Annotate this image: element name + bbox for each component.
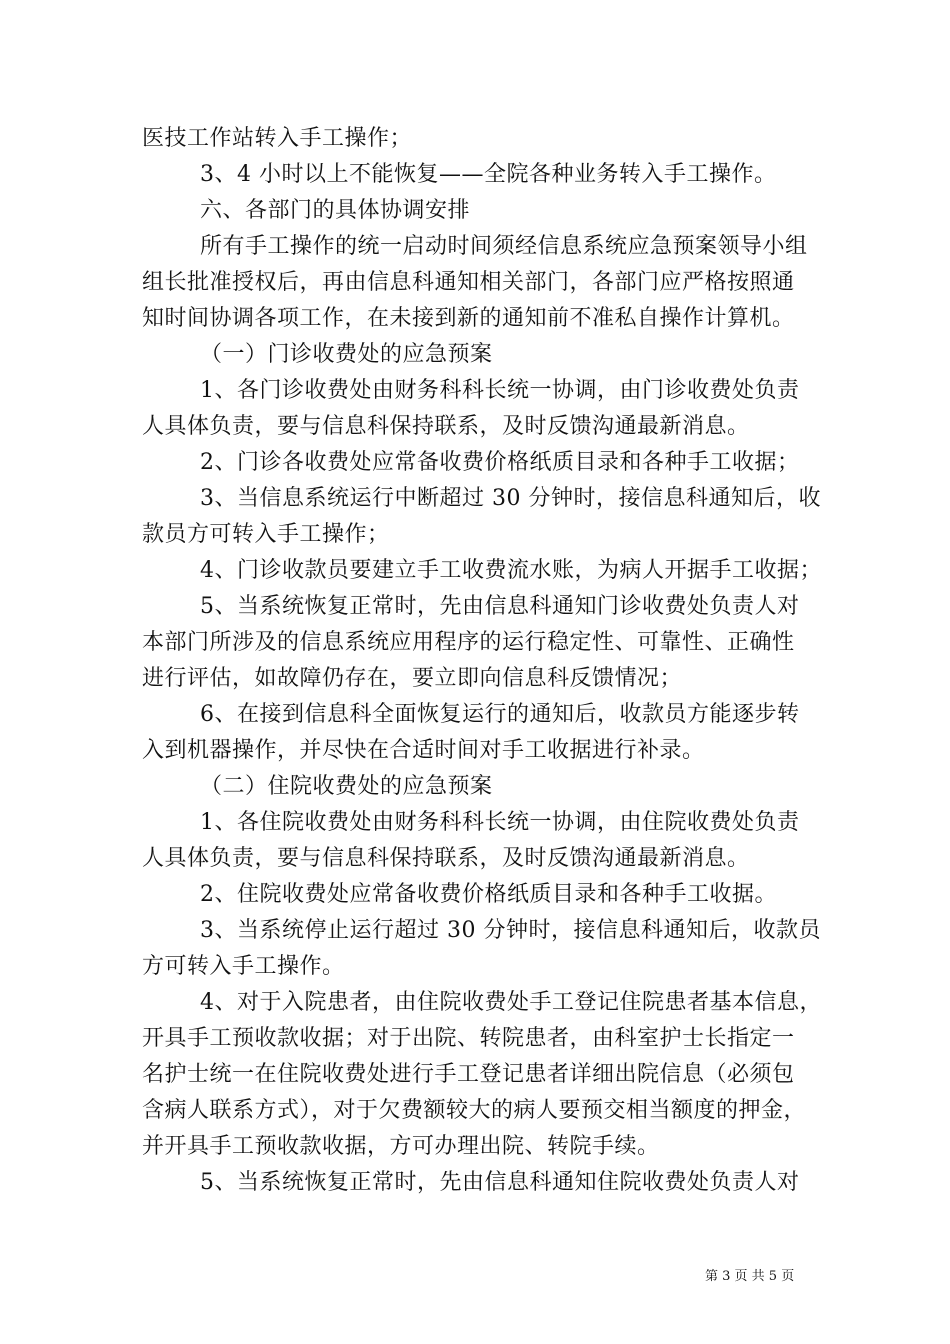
text-line-23: 3、当系统停止运行超过 30 分钟时，接信息科通知后，收款员: [200, 918, 821, 943]
text-line-15: 本部门所涉及的信息系统应用程序的运行稳定性、可靠性、正确性: [142, 630, 795, 655]
text-line-5: 组长批准授权后，再由信息科通知相关部门，各部门应严格按照通: [142, 270, 795, 295]
text-line-16: 进行评估，如故障仍存在，要立即向信息科反馈情况；: [142, 666, 683, 691]
text-line-22: 2、住院收费处应常备收费价格纸质目录和各种手工收据。: [200, 882, 777, 907]
text-line-11: 3、当信息系统运行中断超过 30 分钟时，接信息科通知后，收: [200, 486, 821, 511]
text-line-17: 6、在接到信息科全面恢复运行的通知后，收款员方能逐步转: [200, 702, 800, 727]
text-line-30: 5、当系统恢复正常时，先由信息科通知住院收费处负责人对: [200, 1170, 800, 1195]
text-line-25: 4、对于入院患者，由住院收费处手工登记住院患者基本信息，: [200, 990, 822, 1015]
subsection-heading-2: （二）住院收费处的应急预案: [200, 774, 493, 799]
text-line-18: 入到机器操作，并尽快在合适时间对手工收据进行补录。: [142, 738, 705, 763]
text-line-8: 1、各门诊收费处由财务科科长统一协调，由门诊收费处负责: [200, 378, 800, 403]
text-line-4: 所有手工操作的统一启动时间须经信息系统应急预案领导小组: [200, 234, 808, 259]
text-line-12: 款员方可转入手工操作；: [142, 522, 390, 547]
section-heading-6: 六、各部门的具体协调安排: [200, 198, 471, 223]
text-line-24: 方可转入手工操作。: [142, 954, 345, 979]
text-line-1: 医技工作站转入手工操作；: [142, 126, 413, 151]
text-line-14: 5、当系统恢复正常时，先由信息科通知门诊收费处负责人对: [200, 594, 800, 619]
text-line-20: 1、各住院收费处由财务科科长统一协调，由住院收费处负责: [200, 810, 800, 835]
text-line-9: 人具体负责，要与信息科保持联系，及时反馈沟通最新消息。: [142, 414, 750, 439]
page-number-footer: 第 3 页 共 5 页: [705, 1269, 795, 1284]
text-line-10: 2、门诊各收费处应常备收费价格纸质目录和各种手工收据；: [200, 450, 800, 475]
text-line-13: 4、门诊收款员要建立手工收费流水账，为病人开据手工收据；: [200, 558, 822, 583]
text-line-6: 知时间协调各项工作，在未接到新的通知前不准私自操作计算机。: [142, 306, 795, 331]
text-line-26: 开具手工预收款收据；对于出院、转院患者，由科室护士长指定一: [142, 1026, 795, 1051]
text-line-2: 3、4 小时以上不能恢复——全院各种业务转入手工操作。: [200, 162, 777, 187]
text-line-28: 含病人联系方式），对于欠费额较大的病人要预交相当额度的押金，: [142, 1098, 807, 1123]
text-line-27: 名护士统一在住院收费处进行手工登记患者详细出院信息（必须包: [142, 1062, 795, 1087]
text-line-29: 并开具手工预收款收据，方可办理出院、转院手续。: [142, 1134, 660, 1159]
text-line-21: 人具体负责，要与信息科保持联系，及时反馈沟通最新消息。: [142, 846, 750, 871]
subsection-heading-1: （一）门诊收费处的应急预案: [200, 342, 493, 367]
